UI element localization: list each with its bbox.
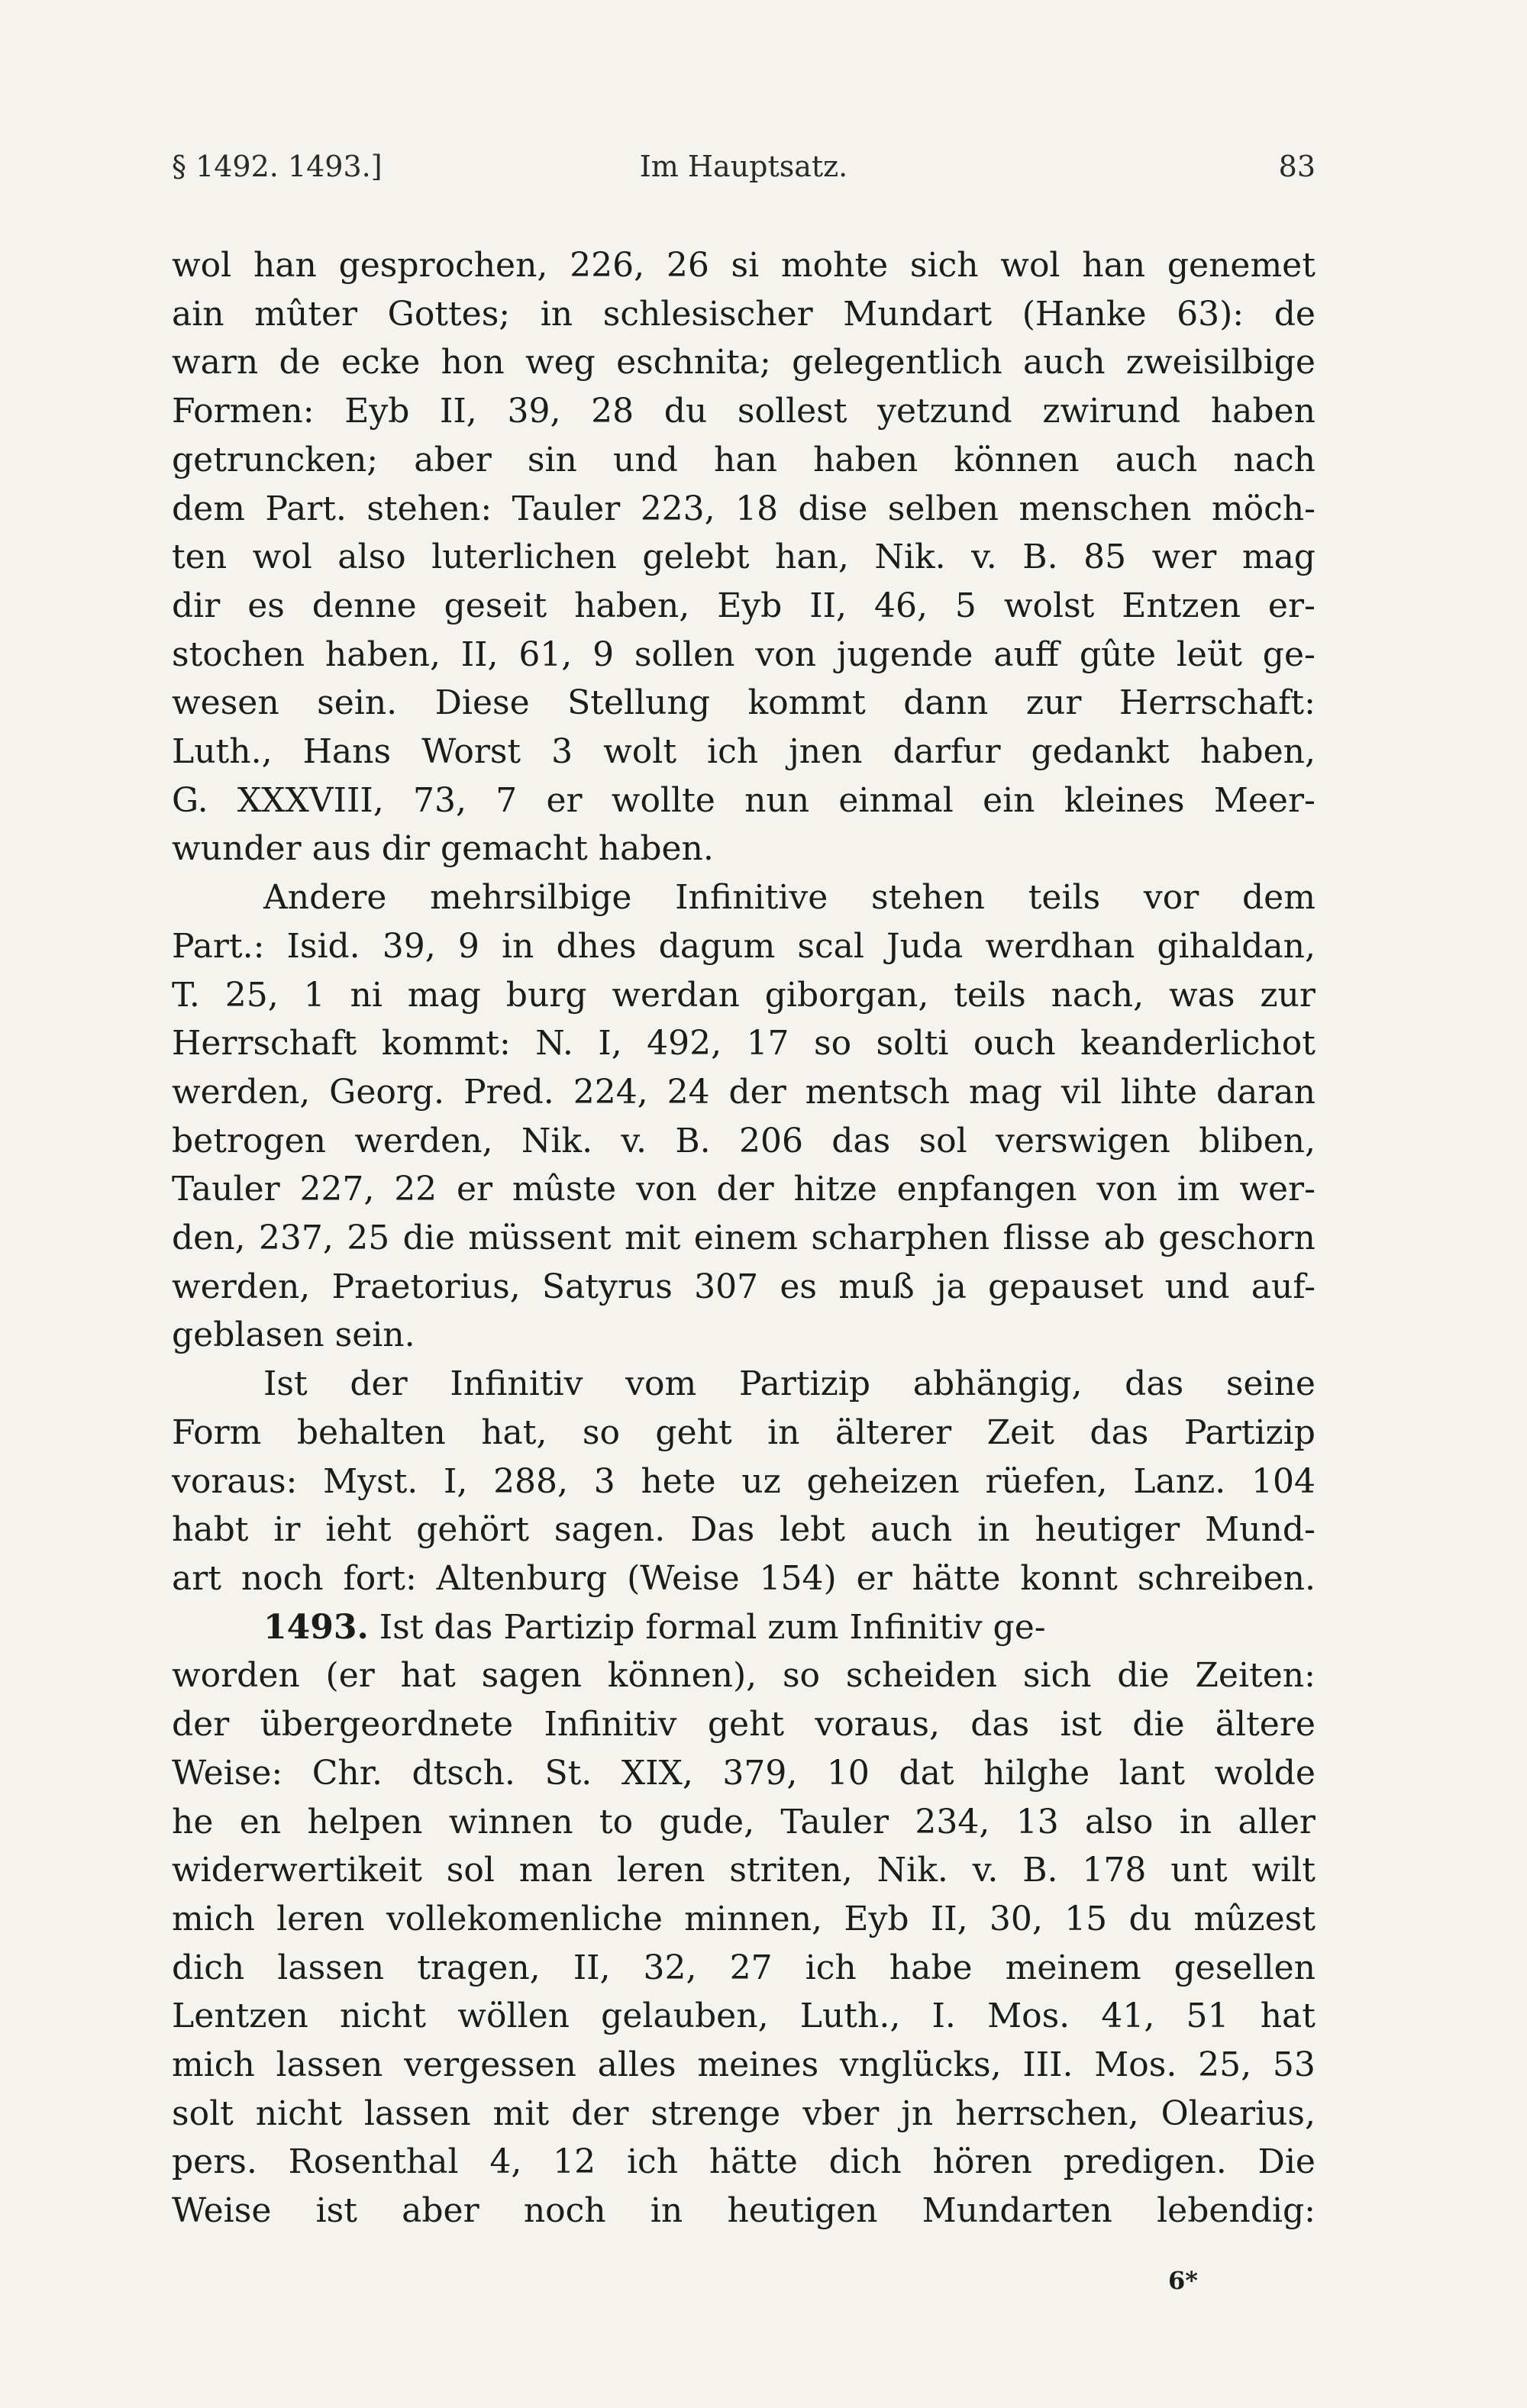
running-header [172,150,1316,195]
text-line: ain mûter Gottes; in schlesischer Mundart (Hanke 63): de [172,294,1316,334]
text-line: dich lassen tragen, II, 32, 27 ich habe meinem gesellen [172,1948,1316,1987]
text-line: dem Part. stehen: Tauler 223, 18 dise selben menschen möch- [172,489,1316,528]
text-line: worden (er hat sagen können), so scheiden sich die Zeiten: [172,1656,1316,1696]
text-line: Andere mehrsilbige Infinitive stehen teils vor dem [263,878,1316,918]
text-line: betrogen werden, Nik. v. B. 206 das sol verswigen bliben, [172,1121,1316,1160]
text-line: ten wol also luterlichen gelebt han, Nik. v. B. 85 wer mag [172,537,1316,577]
body-text [172,241,1316,2235]
section-number: 1493. [263,1607,369,1647]
text-line: stochen haben, II, 61, 9 sollen von jugende auff gûte leüt ge- [172,634,1316,674]
text-line: G. XXXVIII, 73, 7 er wollte nun einmal ein kleines Meer- [172,780,1316,820]
text-line: 1493. Ist das Partizip formal zum Infinitiv ge- [263,1607,1046,1647]
text-line: Form behalten hat, so geht in älterer Zeit das Partizip [172,1412,1316,1452]
text-line: den, 237, 25 die müssent mit einem scharphen flisse ab geschorn [172,1219,1316,1258]
text-line: warn de ecke hon weg eschnita; gelegentlich auch zweisilbige [172,343,1316,383]
text-line: werden, Georg. Pred. 224, 24 der mentsch mag vil lihte daran [172,1072,1316,1112]
text-line: Weise ist aber noch in heutigen Mundarten lebendig: [172,2191,1316,2231]
text-line: pers. Rosenthal 4, 12 ich hätte dich hören predigen. Die [172,2142,1316,2182]
text-line: Weise: Chr. dtsch. St. XIX, 379, 10 dat hilghe lant wolde [172,1753,1316,1793]
text-line: werden, Praetorius, Satyrus 307 es muß ja gepauset und auf- [172,1267,1316,1306]
text-line: mich lassen vergessen alles meines vnglücks, III. Mos. 25, 53 [172,2045,1316,2085]
text-line: Luth., Hans Worst 3 wolt ich jnen darfur gedankt haben, [172,732,1316,772]
text-line: wunder aus dir gemacht haben. [172,829,714,869]
text-line: Tauler 227, 22 er mûste von der hitze enpfangen von im wer- [172,1170,1316,1209]
header-section-ref: § 1492. 1493.] [172,150,383,183]
text-line: art noch fort: Altenburg (Weise 154) er hätte konnt schreiben. [172,1558,1316,1598]
text-line: habt ir ieht gehört sagen. Das lebt auch in heutiger Mund- [172,1510,1316,1550]
text-line: dir es denne geseit haben, Eyb II, 46, 5 wolst Entzen er- [172,586,1316,625]
text-line: Ist der Infinitiv vom Partizip abhängig, das seine [263,1364,1316,1404]
text-line: Herrschaft kommt: N. I, 492, 17 so solti ouch keanderlichot [172,1024,1316,1064]
signature-mark: 6* [1168,2266,1198,2295]
text-line: widerwertikeit sol man leren striten, Nik. v. B. 178 unt wilt [172,1851,1316,1890]
text-line: Part.: Isid. 39, 9 in dhes dagum scal Juda werdhan gihaldan, [172,926,1316,966]
text-line: Formen: Eyb II, 39, 28 du sollest yetzund zwirund haben [172,392,1316,431]
text-line: mich leren vollekomenliche minnen, Eyb II, 30, 15 du mûzest [172,1899,1316,1938]
text-line: der übergeordnete Infinitiv geht voraus, das ist die ältere [172,1705,1316,1745]
text-line: he en helpen winnen to gude, Tauler 234, 13 also in aller [172,1802,1316,1842]
text-line: wesen sein. Diese Stellung kommt dann zur Herrschaft: [172,683,1316,723]
text-line: T. 25, 1 ni mag burg werdan giborgan, teils nach, was zur [172,975,1316,1015]
text-line: getruncken; aber sin und han haben können auch nach [172,440,1316,479]
text-line: geblasen sein. [172,1315,415,1355]
text-line: wol han gesprochen, 226, 26 si mohte sich wol han genemet [172,246,1316,285]
page-number: 83 [1278,150,1316,183]
text-line: solt nicht lassen mit der strenge vber jn herrschen, Olearius, [172,2093,1316,2133]
text-line: Lentzen nicht wöllen gelauben, Luth., I. Mos. 41, 51 hat [172,1996,1316,2036]
text-line: voraus: Myst. I, 288, 3 hete uz geheizen rüefen, Lanz. 104 [172,1461,1316,1501]
header-title: Im Hauptsatz. [639,150,848,183]
